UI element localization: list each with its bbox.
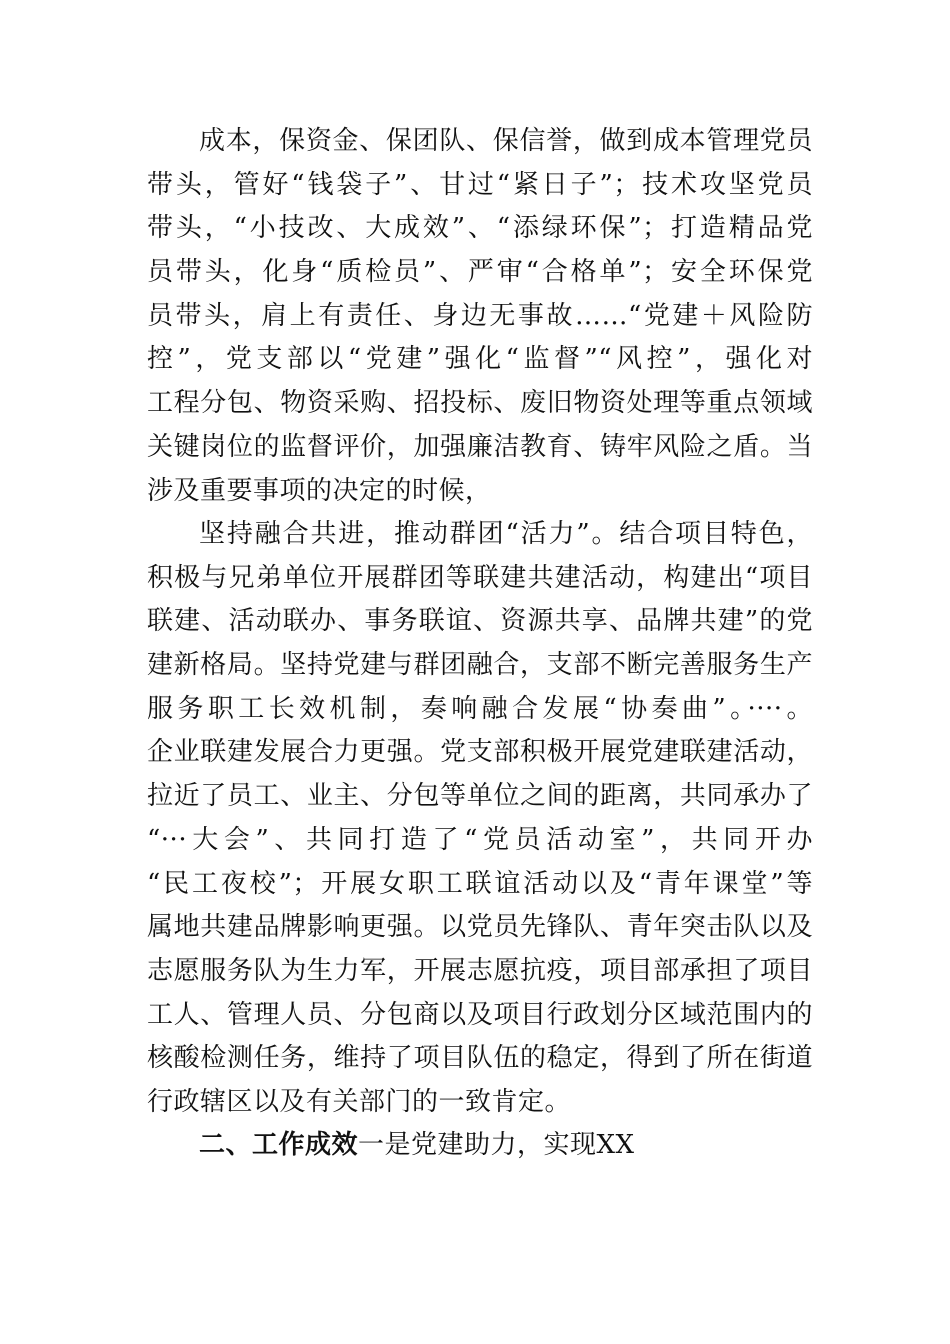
section-heading: 二、工作成效 bbox=[199, 1130, 359, 1160]
text-line: 志愿服务队为生力军，开展志愿抗疫，项目部承担了项目 bbox=[147, 955, 813, 986]
text-line: 坚持融合共进，推动群团“活力”。结合项目特色， bbox=[199, 519, 813, 549]
text-line: 工人、管理人员、分包商以及项目行政划分区域范围内的 bbox=[147, 999, 813, 1030]
text-line: 涉及重要事项的决定的时候， bbox=[147, 475, 492, 506]
text-line: 行政辖区以及有关部门的一致肯定。 bbox=[147, 1086, 572, 1117]
text-line: 关键岗位的监督评价，加强廉洁教育、铸牢风险之盾。当 bbox=[147, 431, 813, 462]
section-heading-rest: 一是党建助力，实现XX bbox=[358, 1130, 635, 1160]
text-line: 带头，“小技改、大成效”、“添绿环保”；打造精品党 bbox=[147, 213, 813, 244]
text-line: 控”，党支部以“党建”强化“监督”“风控”，强化对 bbox=[147, 344, 813, 375]
text-line: 带头，管好“钱袋子”、甘过“紧日子”；技术攻坚党员 bbox=[147, 169, 813, 200]
text-line: 属地共建品牌影响更强。以党员先锋队、青年突击队以及 bbox=[147, 912, 813, 943]
paragraph-2 bbox=[147, 513, 813, 1125]
text-line: 成本，保资金、保团队、保信誉，做到成本管理党员 bbox=[199, 126, 813, 156]
text-line: 建新格局。坚持党建与群团融合，支部不断完善服务生产 bbox=[147, 650, 813, 681]
text-line: 员带头，肩上有责任、身边无事故……“党建＋风险防 bbox=[147, 300, 813, 331]
text-line bbox=[147, 1124, 813, 1168]
text-line: 工程分包、物资采购、招投标、废旧物资处理等重点领域 bbox=[147, 388, 813, 419]
text-line: 核酸检测任务，维持了项目队伍的稳定，得到了所在街道 bbox=[147, 1043, 813, 1074]
text-line: 员带头，化身“质检员”、严审“合格单”；安全环保党 bbox=[147, 257, 813, 288]
text-line: “···大会”、共同打造了“党员活动室”，共同开办 bbox=[147, 824, 813, 855]
text-line: “民工夜校”；开展女职工联谊活动以及“青年课堂”等 bbox=[147, 868, 813, 899]
text-line: 拉近了员工、业主、分包等单位之间的距离，共同承办了 bbox=[147, 781, 813, 812]
text-line: 企业联建发展合力更强。党支部积极开展党建联建活动， bbox=[147, 737, 813, 768]
text-line: 服务职工长效机制，奏响融合发展“协奏曲”。····。 bbox=[147, 693, 813, 724]
text-line: 积极与兄弟单位开展群团等联建共建活动，构建出“项目 bbox=[147, 562, 813, 593]
paragraph-1 bbox=[147, 120, 813, 513]
text-line: 联建、活动联办、事务联谊、资源共享、品牌共建”的党 bbox=[147, 606, 813, 637]
section-heading-line bbox=[147, 1124, 813, 1168]
